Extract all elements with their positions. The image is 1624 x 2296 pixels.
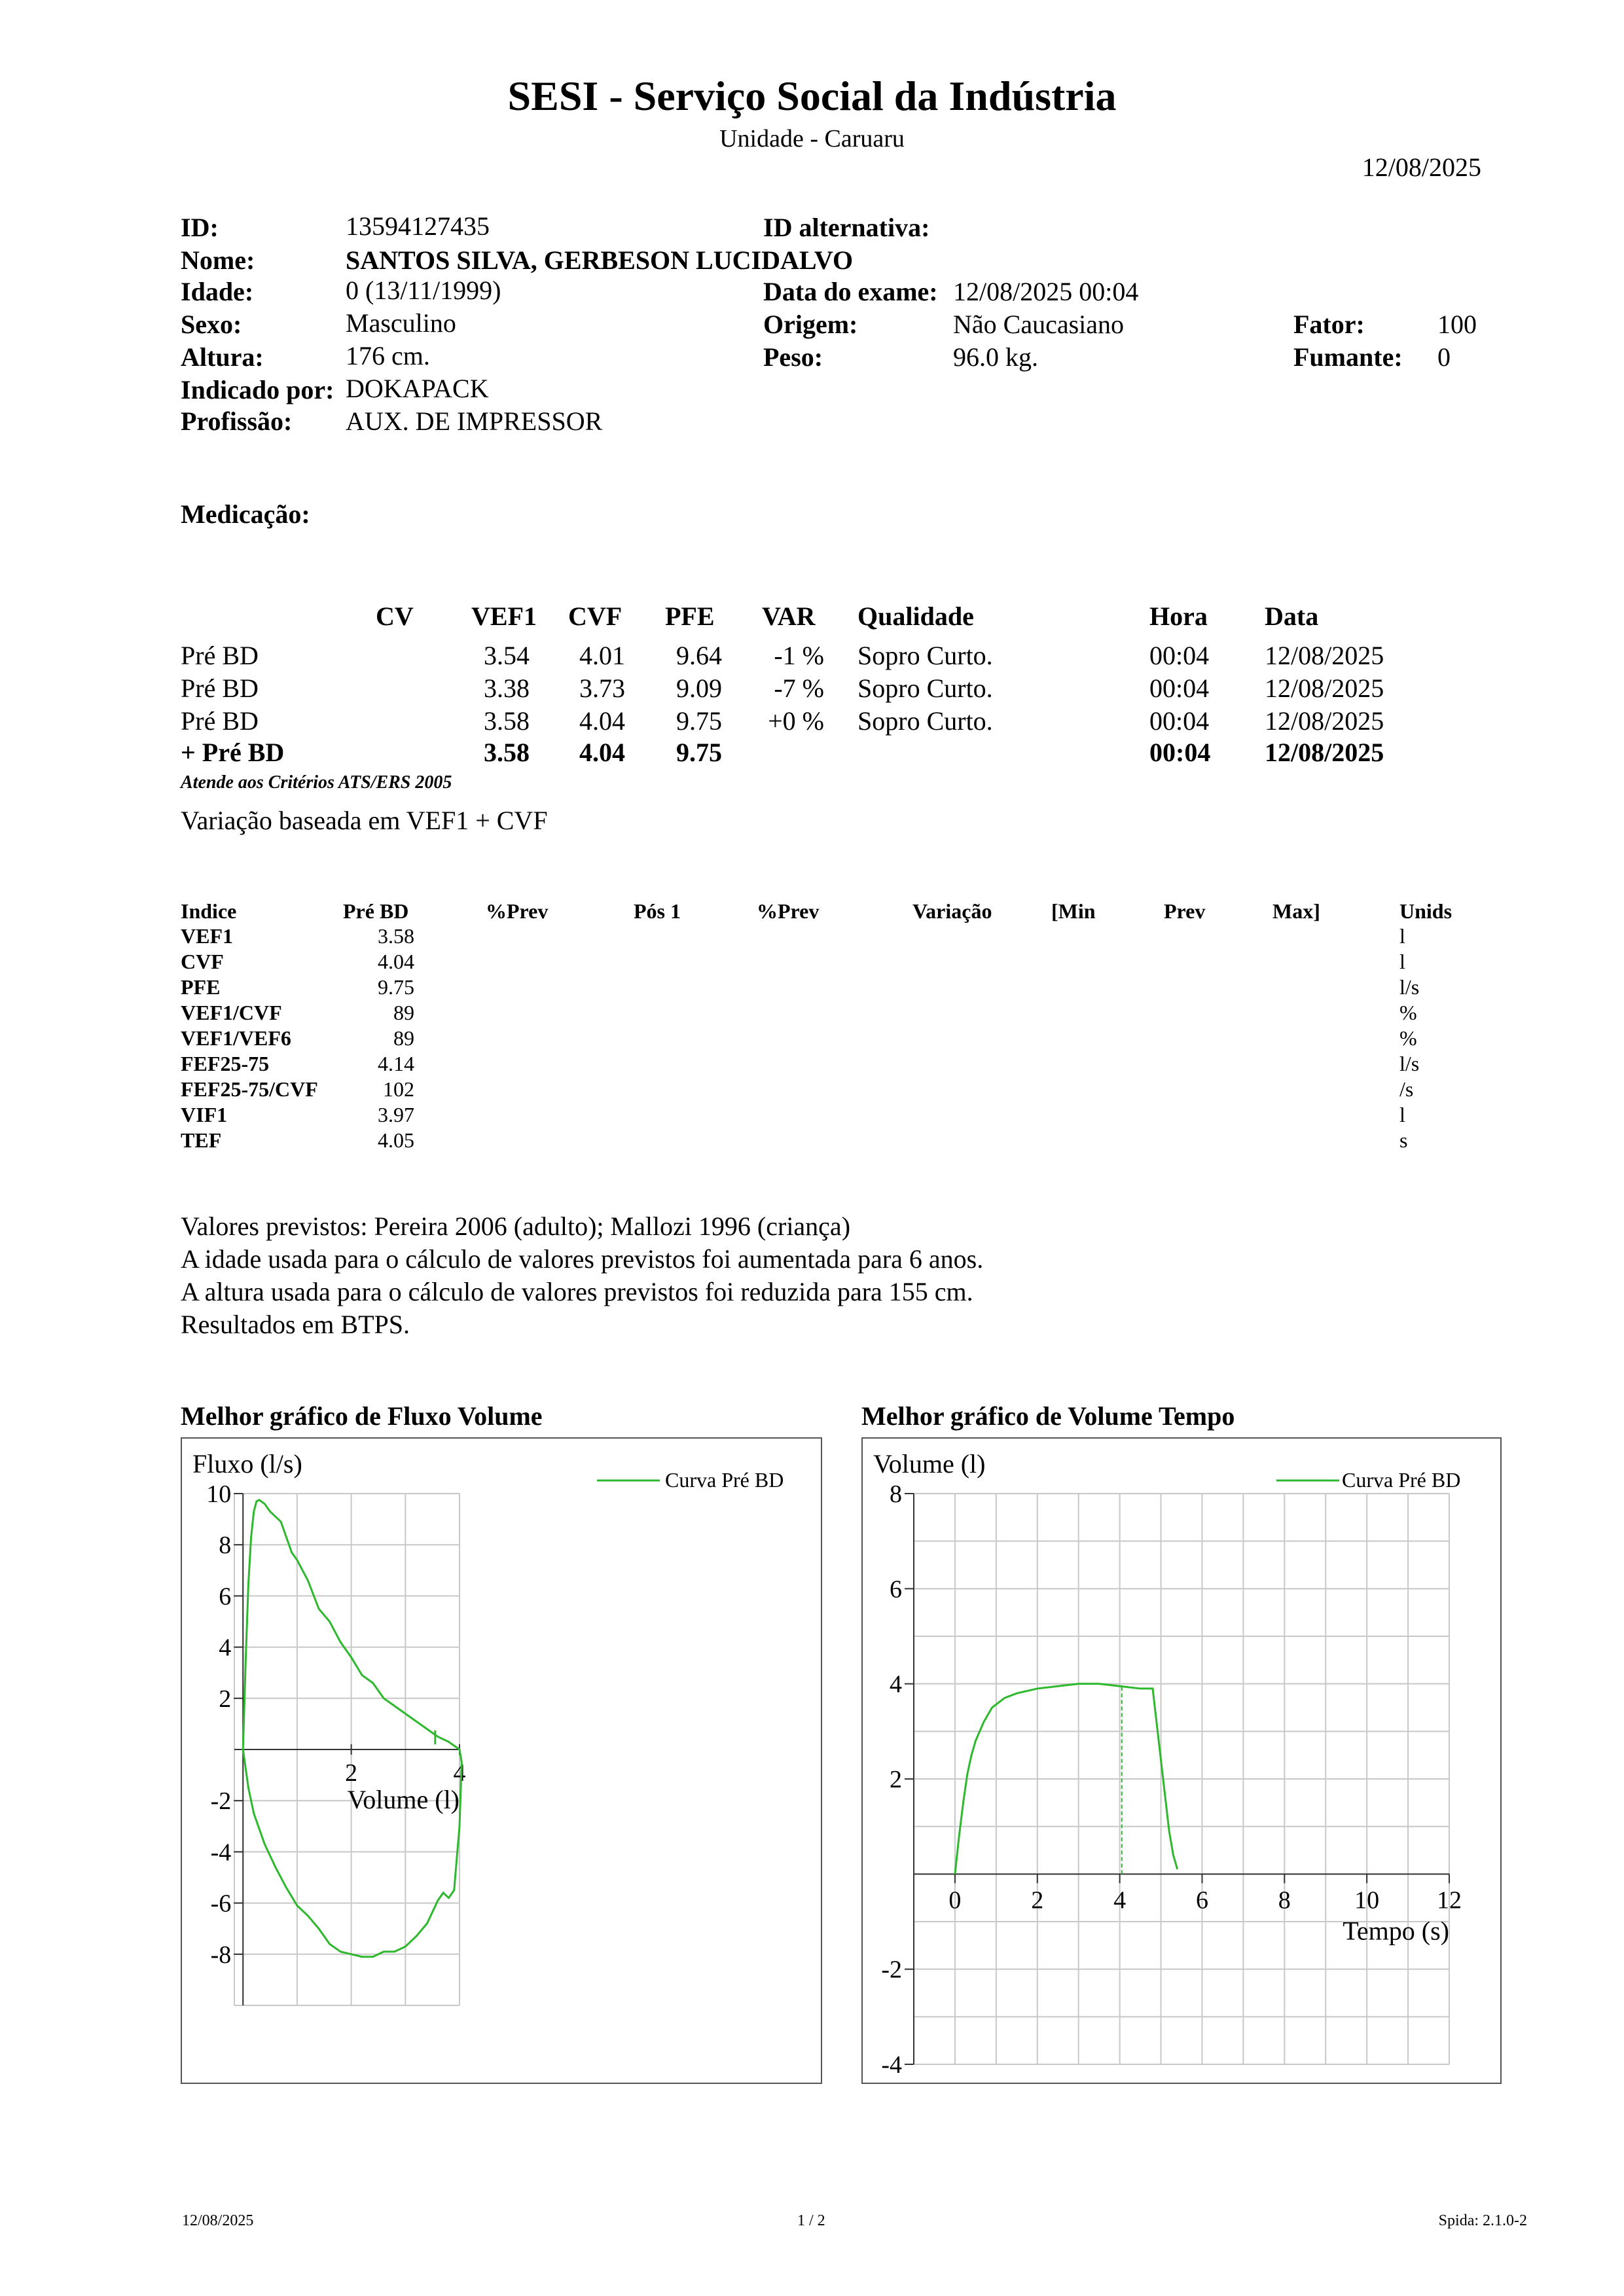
trial-date: 12/08/2025 xyxy=(1265,641,1384,670)
criteria-note: Atende aos Critérios ATS/ERS 2005 xyxy=(181,772,452,793)
y-tick-label: 8 xyxy=(890,1480,902,1508)
note-line: Valores previstos: Pereira 2006 (adulto); Mallozi 1996 (criança) xyxy=(181,1211,851,1241)
trial-date: 12/08/2025 xyxy=(1265,706,1384,736)
idx-header-prev2: %Prev xyxy=(757,899,820,923)
idx-pre: 102 xyxy=(383,1077,414,1101)
x-axis-label: Volume (l) xyxy=(347,1785,460,1814)
flow-volume-chart xyxy=(181,1437,822,2084)
y-tick-label: 10 xyxy=(206,1480,232,1508)
y-tick-label: 8 xyxy=(219,1532,232,1560)
id-label: ID: xyxy=(181,213,219,242)
x-axis-label: Tempo (s) xyxy=(1343,1916,1449,1946)
col-header-cv: CV xyxy=(376,601,414,631)
col-header-time: Hora xyxy=(1149,601,1208,631)
y-axis-label: Fluxo (l/s) xyxy=(192,1449,302,1479)
idx-pre: 4.14 xyxy=(378,1052,414,1075)
trial-var: -7 % xyxy=(774,673,824,703)
x-tick-label: 2 xyxy=(345,1759,358,1787)
variation-note: Variação baseada em VEF1 + CVF xyxy=(181,806,548,835)
volume-time-chart-title: Melhor gráfico de Volume Tempo xyxy=(861,1401,1235,1431)
idx-header-units: Unids xyxy=(1399,899,1453,923)
y-tick-label: 4 xyxy=(219,1634,232,1662)
volume-time-svg xyxy=(863,1439,1500,2083)
col-header-quality: Qualidade xyxy=(857,601,974,631)
idx-pre: 89 xyxy=(393,1026,414,1050)
idx-unit: l xyxy=(1399,924,1405,948)
note-line: A idade usada para o cálculo de valores previstos foi aumentada para 6 anos. xyxy=(181,1244,984,1274)
trial-time: 00:04 xyxy=(1149,706,1210,736)
trial-quality: Sopro Curto. xyxy=(857,673,993,703)
trial-pfe: 9.75 xyxy=(676,706,722,736)
report-date: 12/08/2025 xyxy=(1362,152,1481,182)
trial-best-vef1: 3.58 xyxy=(484,738,530,767)
trial-time: 00:04 xyxy=(1149,673,1210,703)
col-header-date: Data xyxy=(1265,601,1319,631)
idx-pre: 9.75 xyxy=(378,975,414,999)
idx-name: PFE xyxy=(181,975,221,999)
idx-name: VEF1/VEF6 xyxy=(181,1026,291,1050)
x-tick-label: 12 xyxy=(1437,1886,1462,1914)
y-tick-label: -6 xyxy=(210,1890,232,1918)
medication-label: Medicação: xyxy=(181,499,310,529)
idx-unit: % xyxy=(1399,1001,1417,1024)
note-line: Resultados em BTPS. xyxy=(181,1310,410,1339)
profession-value: AUX. DE IMPRESSOR xyxy=(346,406,603,436)
y-tick-label: -4 xyxy=(210,1839,232,1867)
idx-unit: l xyxy=(1399,1103,1405,1126)
referred-label: Indicado por: xyxy=(181,375,334,404)
sex-value: Masculino xyxy=(346,308,456,338)
flow-volume-curve xyxy=(243,1500,461,1957)
y-tick-label: 2 xyxy=(219,1685,232,1713)
x-tick-label: 0 xyxy=(948,1886,962,1914)
note-line: A altura usada para o cálculo de valores previstos foi reduzida para 155 cm. xyxy=(181,1277,973,1306)
weight-value: 96.0 kg. xyxy=(953,342,1038,372)
factor-value: 100 xyxy=(1437,310,1477,339)
trial-date: 12/08/2025 xyxy=(1265,673,1384,703)
smoker-value: 0 xyxy=(1437,342,1451,372)
trial-vef1: 3.58 xyxy=(484,706,530,736)
footer-page: 1 / 2 xyxy=(797,2212,825,2229)
profession-label: Profissão: xyxy=(181,406,293,436)
y-tick-label: -8 xyxy=(210,1941,232,1969)
col-header-var: VAR xyxy=(762,601,816,631)
y-tick-label: 6 xyxy=(890,1575,902,1604)
idx-name: CVF xyxy=(181,950,224,973)
age-label: Idade: xyxy=(181,277,254,306)
idx-header-prev: %Prev xyxy=(486,899,549,923)
trial-var: -1 % xyxy=(774,641,824,670)
height-value: 176 cm. xyxy=(346,341,430,370)
x-tick-label: 8 xyxy=(1278,1886,1291,1914)
idx-header-index: Indice xyxy=(181,899,237,923)
col-header-pfe: PFE xyxy=(665,601,715,631)
idx-pre: 3.97 xyxy=(378,1103,414,1126)
col-header-cvf: CVF xyxy=(568,601,623,631)
idx-pre: 89 xyxy=(393,1001,414,1024)
y-tick-label: -2 xyxy=(210,1787,232,1816)
trial-cvf: 4.01 xyxy=(579,641,625,670)
idx-unit: % xyxy=(1399,1026,1417,1050)
y-tick-label: -4 xyxy=(881,2051,902,2079)
idx-pre: 3.58 xyxy=(378,924,414,948)
sex-label: Sexo: xyxy=(181,310,242,339)
footer-date: 12/08/2025 xyxy=(182,2212,254,2229)
legend-label: Curva Pré BD xyxy=(665,1468,784,1492)
x-tick-label: 2 xyxy=(1031,1886,1044,1914)
report-subtitle: Unidade - Caruaru xyxy=(719,125,905,152)
idx-header-min: [Min xyxy=(1051,899,1096,923)
origin-value: Não Caucasiano xyxy=(953,310,1125,339)
trial-pfe: 9.64 xyxy=(676,641,722,670)
trial-row-label: Pré BD xyxy=(181,673,259,703)
col-header-vef1: VEF1 xyxy=(471,601,537,631)
id-value: 13594127435 xyxy=(346,211,490,241)
idx-unit: l/s xyxy=(1399,1052,1420,1075)
y-tick-label: 6 xyxy=(219,1583,232,1611)
trial-quality: Sopro Curto. xyxy=(857,706,993,736)
legend-label: Curva Pré BD xyxy=(1342,1468,1461,1492)
flow-volume-chart-title: Melhor gráfico de Fluxo Volume xyxy=(181,1401,543,1431)
height-label: Altura: xyxy=(181,342,264,372)
idx-header-post: Pós 1 xyxy=(634,899,681,923)
age-value: 0 (13/11/1999) xyxy=(346,276,501,305)
trial-best-date: 12/08/2025 xyxy=(1265,738,1384,767)
idx-header-pre: Pré BD xyxy=(343,899,409,923)
idx-name: FEF25-75 xyxy=(181,1052,270,1075)
exam-date-value: 12/08/2025 00:04 xyxy=(953,277,1139,306)
weight-label: Peso: xyxy=(763,342,823,372)
report-title: SESI - Serviço Social da Indústria xyxy=(507,73,1117,119)
trial-vef1: 3.54 xyxy=(484,641,530,670)
trial-vef1: 3.38 xyxy=(484,673,530,703)
y-tick-label: 4 xyxy=(890,1670,902,1698)
trial-time: 00:04 xyxy=(1149,641,1210,670)
footer-version: Spida: 2.1.0-2 xyxy=(1438,2212,1527,2229)
trial-var: +0 % xyxy=(768,706,824,736)
idx-unit: l xyxy=(1399,950,1405,973)
idx-unit: /s xyxy=(1399,1077,1414,1101)
name-label: Nome: xyxy=(181,245,255,275)
volume-time-chart xyxy=(861,1437,1502,2084)
idx-name: TEF xyxy=(181,1128,222,1152)
flow-volume-svg xyxy=(182,1439,821,2083)
trial-best-cvf: 4.04 xyxy=(579,738,625,767)
idx-pre: 4.05 xyxy=(378,1128,414,1152)
y-tick-label: -2 xyxy=(881,1956,902,1984)
idx-header-variation: Variação xyxy=(912,899,992,923)
y-axis-label: Volume (l) xyxy=(873,1449,986,1479)
x-tick-label: 6 xyxy=(1195,1886,1208,1914)
idx-name: VEF1/CVF xyxy=(181,1001,282,1024)
y-tick-label: 2 xyxy=(890,1766,902,1793)
idx-unit: l/s xyxy=(1399,975,1420,999)
trial-pfe: 9.09 xyxy=(676,673,722,703)
idx-name: FEF25-75/CVF xyxy=(181,1077,318,1101)
alt-id-label: ID alternativa: xyxy=(763,213,930,242)
x-tick-label: 4 xyxy=(453,1759,466,1787)
trial-cvf: 3.73 xyxy=(579,673,625,703)
x-tick-label: 10 xyxy=(1354,1886,1380,1914)
trial-best-label: + Pré BD xyxy=(181,738,285,767)
smoker-label: Fumante: xyxy=(1293,342,1403,372)
trial-best-pfe: 9.75 xyxy=(676,738,722,767)
factor-label: Fator: xyxy=(1293,310,1365,339)
idx-unit: s xyxy=(1399,1128,1408,1152)
trial-best-time: 00:04 xyxy=(1149,738,1211,767)
trial-quality: Sopro Curto. xyxy=(857,641,993,670)
idx-header-max: Max] xyxy=(1272,899,1320,923)
origin-label: Origem: xyxy=(763,310,858,339)
idx-pre: 4.04 xyxy=(378,950,414,973)
trial-cvf: 4.04 xyxy=(579,706,625,736)
name-value: SANTOS SILVA, GERBESON LUCIDALVO xyxy=(346,245,854,275)
idx-name: VIF1 xyxy=(181,1103,228,1126)
trial-row-label: Pré BD xyxy=(181,641,259,670)
idx-header-prevval: Prev xyxy=(1164,899,1206,923)
referred-value: DOKAPACK xyxy=(346,374,489,403)
idx-name: VEF1 xyxy=(181,924,233,948)
exam-date-label: Data do exame: xyxy=(763,277,938,306)
x-tick-label: 4 xyxy=(1113,1886,1127,1914)
trial-row-label: Pré BD xyxy=(181,706,259,736)
